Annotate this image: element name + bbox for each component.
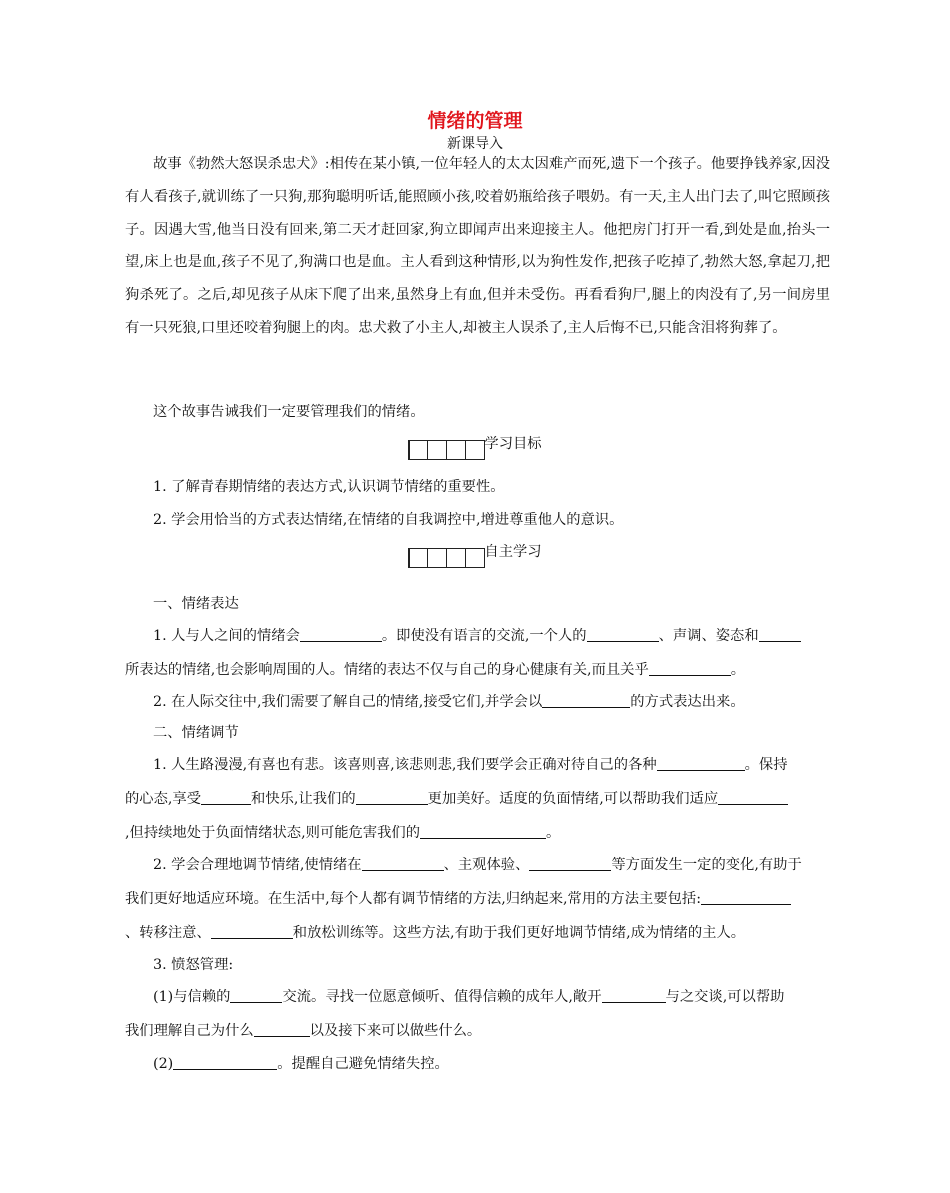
fill-blank[interactable] xyxy=(759,626,801,642)
goal-item: 2. 学会用恰当的方式表达情绪,在情绪的自我调控中,增进尊重他人的意识。 xyxy=(153,512,624,528)
moral-text: 这个故事告诫我们一定要管理我们的情绪。 xyxy=(153,404,425,420)
self-study-heading xyxy=(0,541,950,568)
question-line: 我们更好地适应环境。在生活中,每个人都有调节情绪的方法,归纳起来,常用的方法主要包括: xyxy=(125,888,830,908)
fill-blank[interactable] xyxy=(173,1054,277,1070)
fill-blank[interactable] xyxy=(230,987,282,1003)
question-line: (1)与信赖的 交流。寻找一位愿意倾听、值得信赖的成年人,敞开 与之交谈,可以帮助 xyxy=(153,989,785,1005)
fill-blank[interactable] xyxy=(587,626,659,642)
question-line: 2. 学会合理地调节情绪,使情绪在 、主观体验、 等方面发生一定的变化,有助于 xyxy=(153,857,802,873)
fill-blank[interactable] xyxy=(201,789,251,805)
fill-blank[interactable] xyxy=(657,755,745,771)
question-line: 的心态,享受 和快乐,让我们的 更加美好。适度的负面情绪,可以帮助我们适应 xyxy=(125,788,830,808)
heading-label: 学习目标 xyxy=(484,436,542,452)
learning-goals-heading xyxy=(0,433,950,460)
section-subtitle: 新课导入 xyxy=(447,136,503,152)
fill-blank[interactable] xyxy=(718,789,788,805)
page-title: 情绪的管理 xyxy=(427,110,523,132)
section-heading: 一、情绪表达 xyxy=(153,596,239,612)
fill-blank[interactable] xyxy=(254,1021,310,1037)
question-line: 2. 在人际交往中,我们需要了解自己的情绪,接受它们,并学会以 的方式表达出来。 xyxy=(153,694,745,710)
fill-blank[interactable] xyxy=(701,889,791,905)
fill-blank[interactable] xyxy=(211,923,293,939)
fill-blank[interactable] xyxy=(362,855,444,871)
story-paragraph xyxy=(125,148,830,345)
question-line: 、转移注意、 和放松训练等。这些方法,有助于我们更好地调节情绪,成为情绪的主人。 xyxy=(125,925,746,941)
fill-blank[interactable] xyxy=(602,987,666,1003)
question-line: 1. 人生路漫漫,有喜也有悲。该喜则喜,该悲则悲,我们要学会正确对待自己的各种 。保持 xyxy=(153,757,788,773)
question-line: 所表达的情绪,也会影响周围的人。情绪的表达不仅与自己的身心健康有关,而且关乎 。 xyxy=(125,662,746,678)
question-line: ,但持续地处于负面情绪状态,则可能危害我们的 。 xyxy=(125,825,561,841)
fill-blank[interactable] xyxy=(529,855,611,871)
fill-blank[interactable] xyxy=(542,692,630,708)
heading-box-decoration xyxy=(408,440,484,460)
fill-blank[interactable] xyxy=(356,789,428,805)
fill-blank[interactable] xyxy=(649,660,731,676)
question-line: 1. 人与人之间的情绪会 。即使没有语言的交流,一个人的 、声调、姿态和 xyxy=(153,625,830,645)
goal-item: 1. 了解青春期情绪的表达方式,认识调节情绪的重要性。 xyxy=(153,479,505,495)
section-heading: 二、情绪调节 xyxy=(153,725,239,741)
heading-box-decoration xyxy=(408,548,484,568)
fill-blank[interactable] xyxy=(420,823,546,839)
story-text: 故事《勃然大怒误杀忠犬》:相传在某小镇,一位年轻人的太太因难产而死,遗下一个孩子。他要挣钱养家,因没有人看孩子,就训练了一只狗,那狗聪明听话,能照顾小孩,咬着奶瓶给孩子喂奶。有一天,主人出门去了,叫它照顾孩子。因遇大雪,他当日没有回来,第二天才赶回家,狗立即闻声出来迎接主人。他把房门打开一看,到处是血,抬头一望,床上也是血,孩子不见了,狗满口也是血。主人看到这种情形,以为狗性发作,把孩子吃掉了,勃然大怒,拿起刀,把狗杀死了。之后,却见孩子从床下爬了出来,虽然身上有血,但并未受伤。再看看狗尸,腿上的肉没有了,另一间房里有一只死狼,口里还咬着狗腿上的肉。忠犬救了小主人,却被主人误杀了,主人后悔不已,只能含泪将狗葬了。 xyxy=(125,156,830,336)
heading-label: 自主学习 xyxy=(484,544,542,560)
question-line: 我们理解自己为什么 以及接下来可以做些什么。 xyxy=(125,1023,482,1039)
fill-blank[interactable] xyxy=(300,626,382,642)
question-line: 3. 愤怒管理: xyxy=(153,957,234,973)
question-line: (2) 。提醒自己避免情绪失控。 xyxy=(153,1056,449,1072)
